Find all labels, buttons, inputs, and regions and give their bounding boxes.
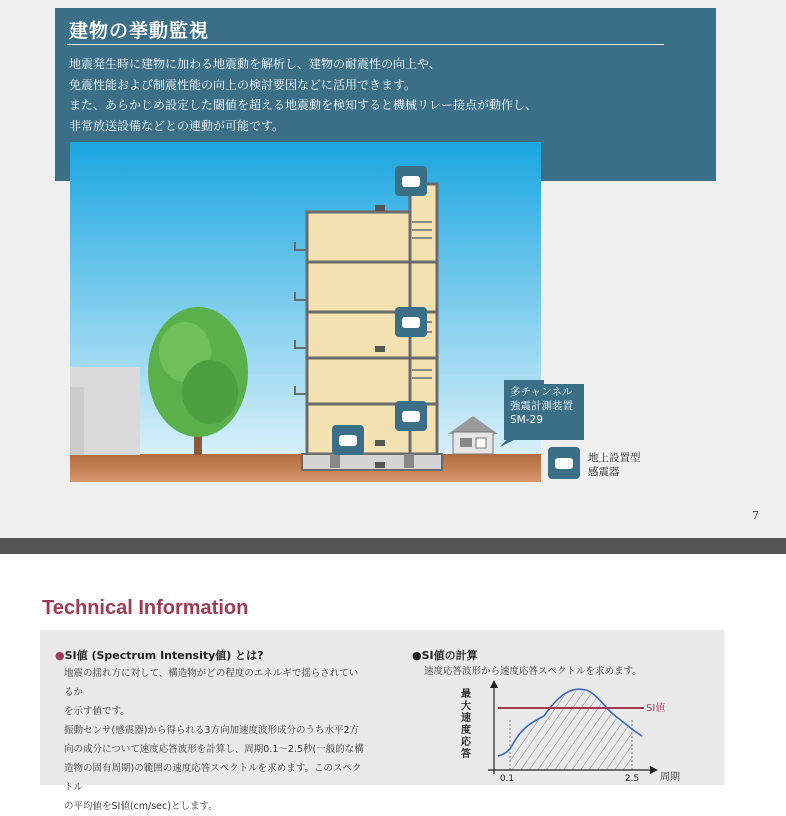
- y-axis-label-char: 最: [461, 689, 471, 700]
- page-number: 7: [752, 509, 759, 522]
- ground-sensor-legend-icon: [548, 447, 580, 479]
- legend-label: [588, 451, 641, 479]
- tech-info-box: [40, 630, 724, 812]
- x-axis-arrow: [650, 766, 658, 774]
- si-description: [64, 664, 364, 816]
- si-line: 振動センサ(感震器)から得られる3方向加速度波形成分のうち水平2方: [64, 725, 360, 736]
- legend: [548, 447, 698, 483]
- si-heading-text: SI値 (Spectrum Intensity値) とは?: [64, 649, 264, 662]
- neighbor-building: [70, 367, 140, 455]
- y-axis-label-char: 大: [461, 701, 471, 712]
- description-line: 非常放送設備などとの連動が可能です。: [69, 118, 285, 133]
- si-spectrum-chart: [458, 676, 698, 785]
- y-axis-label-char: 度: [461, 725, 471, 736]
- hatched-area: [510, 691, 632, 770]
- bullet-icon: ●: [55, 649, 65, 662]
- section-title: 建物の挙動監視: [69, 20, 210, 42]
- bullet-icon: ●: [412, 649, 422, 662]
- y-axis-label: [461, 687, 472, 760]
- si-line: 造物の固有周期)の範囲の速度応答スペクトルを求めます。このスペクトル: [64, 763, 362, 793]
- si-value-label: SI値: [646, 703, 666, 714]
- y-axis-arrow: [490, 680, 498, 688]
- device-label-line: 強震計測装置: [510, 400, 573, 412]
- si-line: の平均値をSI値(cm/sec)とします。: [64, 801, 218, 812]
- y-axis-label-char: 速: [461, 713, 471, 724]
- x-axis-label: 周期: [660, 772, 680, 783]
- si-line: 向の成分について速度応答波形を計算し、周期0.1～2.5秒(一般的な構: [64, 744, 364, 755]
- device-label: [504, 384, 584, 440]
- device-label-line: SM-29: [510, 414, 543, 426]
- legend-label-line: 感震器: [588, 466, 620, 478]
- device-label-line: 多チャンネル: [510, 386, 573, 398]
- si-line: 地震の揺れ方に対して、構造物がどの程度のエネルギで揺らされているか: [64, 668, 359, 698]
- si-line: を示す値です。: [64, 706, 130, 717]
- section-description: [69, 54, 669, 136]
- page-divider-band: [0, 538, 786, 554]
- description-line: 免震性能および制震性能の向上の検討要因などに活用できます。: [69, 77, 417, 92]
- calc-heading: [412, 647, 478, 663]
- x-tick-label: 0.1: [499, 774, 515, 784]
- title-divider: [67, 44, 664, 45]
- si-heading: [55, 647, 264, 663]
- description-line: また、あらかじめ設定した閾値を超える地震動を検知すると機械リレー接点が動作し、: [69, 98, 538, 112]
- tech-title: Technical Information: [42, 597, 249, 619]
- calc-heading-text: SI値の計算: [421, 649, 478, 662]
- x-tick-label: 2.5: [624, 774, 640, 784]
- legend-label-line: 地上設置型: [588, 452, 641, 464]
- y-axis-label-char: 答: [461, 749, 471, 760]
- building-illustration: [70, 142, 541, 482]
- calc-subtitle: 速度応答波形から速度応答スペクトルを求めます。: [424, 666, 642, 677]
- y-axis-label-char: 応: [461, 737, 471, 748]
- description-line: 地震発生時に建物に加わる地震動を解析し、建物の耐震性の向上や、: [69, 57, 441, 71]
